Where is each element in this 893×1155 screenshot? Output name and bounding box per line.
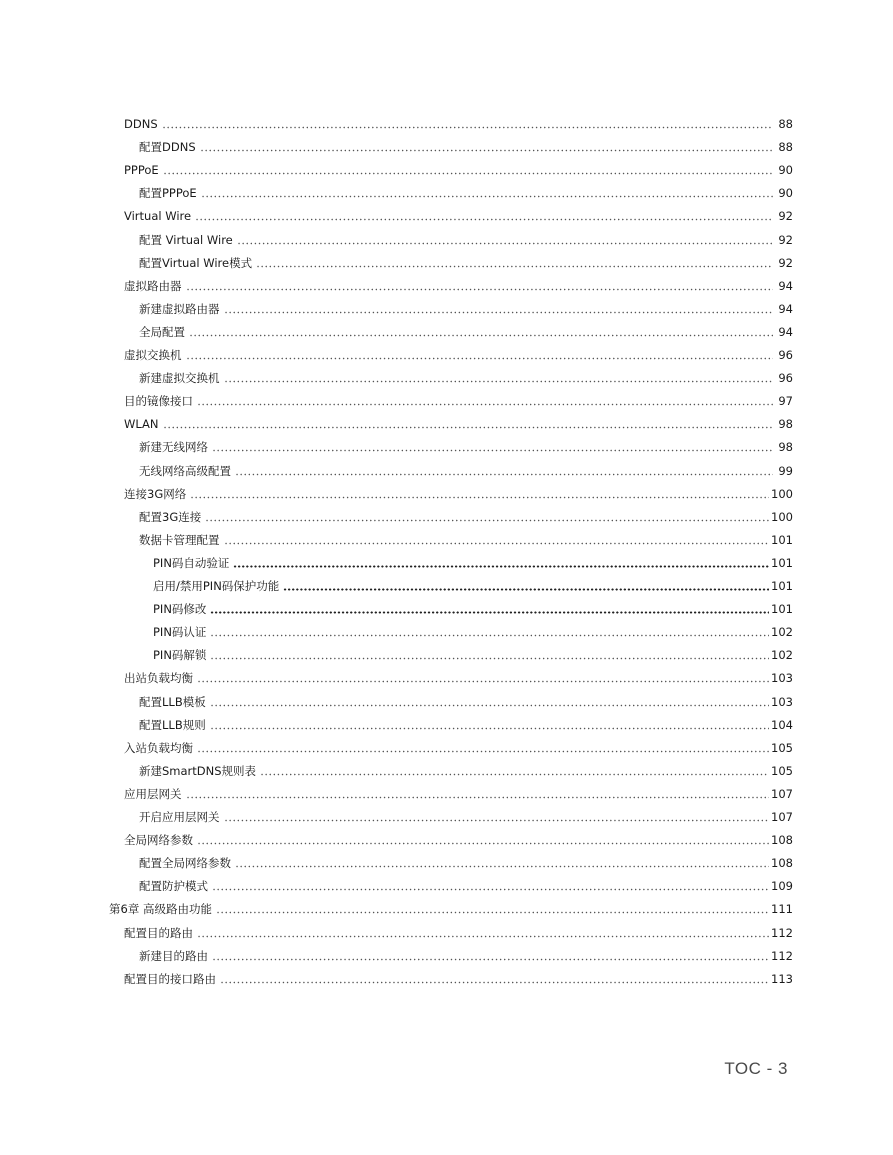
toc-entry-title: 出站负载均衡 [124, 671, 193, 686]
toc-entry[interactable] [124, 413, 793, 431]
toc-entry-page-number: 108 [771, 833, 793, 848]
toc-entry-title: 配置Virtual Wire模式 [139, 255, 253, 270]
toc-entry-page-number: 101 [771, 555, 793, 570]
toc-entry-page-number: 108 [771, 856, 793, 871]
toc-entry-page-number: 105 [771, 740, 793, 755]
toc-entry-page-number: 111 [771, 902, 793, 917]
toc-entry[interactable] [139, 298, 793, 316]
dot-leader [163, 172, 773, 175]
dot-leader [163, 426, 773, 429]
dot-leader [195, 218, 773, 221]
toc-entry-page-number: 100 [771, 486, 793, 501]
toc-entry-page-number: 94 [778, 324, 793, 339]
dot-leader [216, 911, 769, 914]
toc-entry-page-number: 94 [778, 301, 793, 316]
toc-entry-title: PPPoE [124, 163, 159, 178]
dot-leader [186, 288, 774, 291]
dot-leader [233, 565, 769, 568]
dot-leader [190, 496, 769, 499]
toc-entry[interactable] [139, 229, 793, 247]
toc-entry-title: 启用/禁用PIN码保护功能 [153, 579, 280, 593]
toc-entry-title: 虚拟交换机 [124, 348, 182, 362]
dot-leader [186, 357, 774, 360]
dot-leader [197, 403, 773, 406]
dot-leader [212, 449, 773, 452]
toc-entry[interactable] [124, 159, 793, 177]
toc-entry-page-number: 90 [778, 163, 793, 178]
toc-entry-page-number: 101 [771, 579, 793, 593]
toc-entry[interactable] [124, 737, 793, 755]
toc-entry-page-number: 101 [771, 532, 793, 547]
toc-entry-page-number: 102 [771, 625, 793, 640]
dot-leader [237, 242, 773, 245]
toc-entry-page-number: 92 [778, 209, 793, 224]
dot-leader [224, 311, 774, 314]
dot-leader [197, 750, 769, 753]
dot-leader [210, 704, 769, 707]
toc-entry-page-number: 100 [771, 509, 793, 524]
dot-leader [220, 981, 769, 984]
toc-entry-title: 配置目的接口路由 [124, 971, 216, 986]
toc-entry[interactable] [139, 136, 793, 154]
toc-entry[interactable] [139, 529, 793, 547]
toc-entry-page-number: 104 [771, 717, 793, 732]
dot-leader [205, 519, 769, 522]
page-number-footer: TOC - 3 [724, 1059, 788, 1078]
toc-entry[interactable] [139, 714, 793, 732]
toc-entry-title: PIN码解锁 [153, 648, 207, 663]
toc-entry-page-number: 99 [778, 463, 793, 478]
toc-entry-title: Virtual Wire [124, 209, 192, 224]
toc-entry-title: 应用层网关 [124, 786, 182, 801]
dot-leader [197, 935, 769, 938]
toc-entry-title: 配置PPPoE [139, 186, 197, 201]
toc-entry-title: 配置LLB模板 [139, 694, 206, 709]
toc-entry-title: 新建SmartDNS规则表 [139, 763, 257, 778]
toc-entry-page-number: 88 [778, 117, 793, 131]
toc-entry[interactable] [139, 945, 793, 963]
toc-entry-page-number: 112 [771, 948, 793, 963]
toc-entry-title: 第6章 高级路由功能 [109, 902, 212, 917]
toc-entry-page-number: 92 [778, 255, 793, 270]
toc-entry-title: 新建无线网络 [139, 440, 208, 455]
dot-leader [283, 588, 769, 591]
toc-entry-title: 全局配置 [139, 324, 185, 339]
toc-entry[interactable] [139, 460, 793, 478]
dot-leader [224, 542, 770, 545]
toc-entry-page-number: 102 [771, 648, 793, 663]
toc-entry[interactable] [124, 113, 793, 131]
dot-leader [189, 334, 773, 337]
toc-entry-title: 配置 Virtual Wire [139, 232, 233, 247]
toc-entry-title: PIN码自动验证 [153, 555, 230, 570]
toc-entry[interactable] [124, 390, 793, 408]
toc-entry-page-number: 98 [778, 417, 793, 432]
toc-entry-title: 无线网络高级配置 [139, 463, 231, 478]
toc-entry[interactable] [139, 182, 793, 200]
toc-entry-page-number: 112 [771, 925, 793, 940]
dot-leader [224, 819, 770, 822]
toc-entry[interactable] [153, 644, 793, 662]
dot-leader [212, 888, 769, 891]
toc-entry-title: PIN码修改 [153, 602, 207, 617]
toc-entry-title: 目的镜像接口 [124, 394, 193, 409]
toc-entry[interactable] [139, 367, 793, 385]
dot-leader [162, 126, 773, 129]
toc-entry-title: 新建虚拟路由器 [139, 301, 220, 316]
dot-leader [197, 680, 769, 683]
dot-leader [210, 657, 769, 660]
toc-entry[interactable] [124, 275, 793, 293]
toc-entry-page-number: 88 [778, 140, 793, 155]
toc-entry-page-number: 90 [778, 186, 793, 201]
toc-entry[interactable] [153, 598, 793, 616]
toc-entry[interactable] [139, 852, 793, 870]
toc-entry[interactable] [139, 252, 793, 270]
toc-entry-page-number: 103 [771, 671, 793, 686]
dot-leader [186, 796, 770, 799]
toc-entry[interactable] [139, 875, 793, 893]
toc-entry-title: 连接3G网络 [124, 486, 187, 501]
dot-leader [256, 265, 773, 268]
toc-entry-title: PIN码认证 [153, 625, 207, 640]
toc-entry-title: 入站负载均衡 [124, 740, 193, 755]
toc-entry-title: 新建虚拟交换机 [139, 371, 220, 386]
toc-entry-page-number: 97 [778, 394, 793, 409]
toc-entry-page-number: 107 [771, 786, 793, 801]
toc-entry-page-number: 103 [771, 694, 793, 709]
toc-entry[interactable] [153, 621, 793, 639]
toc-entry-page-number: 113 [771, 971, 793, 986]
toc-entry[interactable] [124, 829, 793, 847]
toc-entry-page-number: 98 [778, 440, 793, 455]
toc-entry[interactable] [124, 968, 793, 986]
toc-entry-title: 虚拟路由器 [124, 278, 182, 293]
toc-entry-title: WLAN [124, 417, 159, 432]
toc-entry-title: 数据卡管理配置 [139, 532, 220, 547]
toc-entry[interactable] [124, 483, 793, 501]
toc-entry-title: 配置防护模式 [139, 879, 208, 894]
toc-entry-title: 新建目的路由 [139, 948, 208, 963]
toc-entry[interactable] [153, 575, 793, 593]
toc-entry-page-number: 96 [778, 371, 793, 386]
toc-entry-title: 开启应用层网关 [139, 810, 220, 824]
toc-entry-title: 配置3G连接 [139, 509, 202, 524]
dot-leader [197, 842, 769, 845]
toc-entry-page-number: 101 [771, 602, 793, 617]
toc-entry-title: 配置DDNS [139, 140, 196, 155]
dot-leader [212, 958, 769, 961]
toc-entry[interactable] [139, 436, 793, 454]
toc-entry-page-number: 109 [771, 879, 793, 894]
toc-entry[interactable] [139, 321, 793, 339]
toc-entry[interactable] [124, 783, 793, 801]
toc-entry[interactable] [153, 552, 793, 570]
toc-entry-page-number: 94 [778, 278, 793, 293]
dot-leader [210, 634, 769, 637]
toc-entry[interactable] [139, 691, 793, 709]
toc-entry-page-number: 96 [778, 348, 793, 362]
toc-entry-title: 配置目的路由 [124, 925, 193, 940]
toc-entry[interactable] [139, 806, 793, 824]
toc-entry[interactable] [139, 506, 793, 524]
dot-leader [260, 773, 769, 776]
toc-entry[interactable] [139, 760, 793, 778]
toc-entry[interactable] [124, 205, 793, 223]
toc-entry[interactable] [124, 667, 793, 685]
toc-entry-title: 全局网络参数 [124, 833, 193, 848]
toc-entry[interactable] [124, 922, 793, 940]
toc-entry[interactable] [124, 344, 793, 362]
dot-leader [210, 611, 769, 614]
toc-entry-page-number: 105 [771, 763, 793, 778]
dot-leader [235, 473, 773, 476]
toc-entry-title: DDNS [124, 117, 158, 131]
dot-leader [210, 727, 769, 730]
toc-entry-title: 配置LLB规则 [139, 717, 206, 732]
dot-leader [224, 380, 774, 383]
toc-entry[interactable] [109, 898, 793, 916]
dot-leader [201, 195, 773, 198]
toc-entry-title: 配置全局网络参数 [139, 856, 231, 871]
toc-entry-page-number: 107 [771, 810, 793, 824]
dot-leader [200, 149, 773, 152]
toc-entry-page-number: 92 [778, 232, 793, 247]
dot-leader [235, 865, 769, 868]
